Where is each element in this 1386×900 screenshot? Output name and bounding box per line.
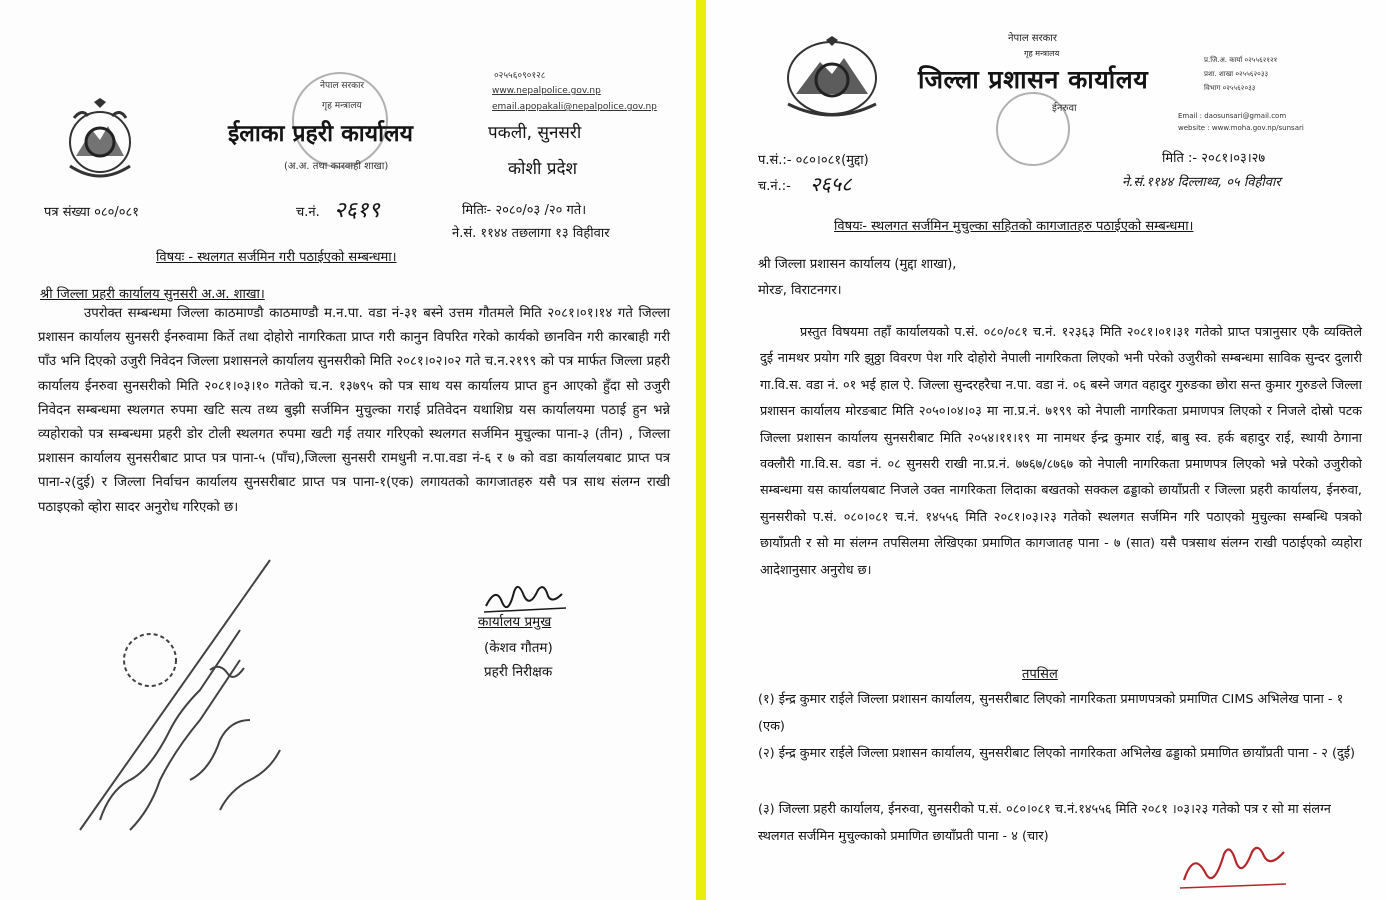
nepal-sambat: ने.सं.११४४ दिल्लाथ्व, ०५ विहीवार [1122,175,1281,190]
nepal-emblem-icon [776,34,888,124]
signature-mark [1176,836,1296,892]
phone-line-2: प्रशा. शाखा ०२५५६२०३३ [1204,70,1269,78]
letter-body: उपरोक्त सम्बन्धमा जिल्ला काठमाण्डौ काठमाण्डौ म.न.पा. वडा नं-३१ बस्ने उत्तम गौतमले मिति २०८१।०१।१४ गते जिल्ला प्रशासन कार्यालय सुनसरी ईनरुवामा किर्ते तथा दोहोरो नागरिकता प्राप्त गरी कानुन विपरित गरेको कार्यको छानविन गरी कारबाही गरी पाँउ भनि दिएको उजुरी निवेदन जिल्ला प्रशासनले कार्यालय सुनसरीको मिति २०८१।०२।०२ गते च.न.२१९९ को पत्र मार्फत जिल्ला प्रहरी कार्यालय ईनरुवा सुनसरीको मिति २०८१।०३।१० गतेको च.न. १३७९५ को पत्र साथ यस कार्यालय प्राप्त हुन आएको हुँदा सो उजुरी निवेदन सम्बन्धमा स्थलगत रुपमा खटि सत्य तथ्य बुझी सर्जमिन मुचुल्का गराई प्रतिवेदन यथाशिघ्र यस कार्यालयमा पठाई हुन भन्ने व्यहोराको पत्र सम्बन्धमा प्रहरी डोर टोली स्थलगत रुपमा खटी गई तयार गरिएको स्थलगत सर्जमिन मुचुल्का पाना-३ (तीन) , जिल्ला प्रशासन कार्यालय सुनसरीबाट प्राप्त पत्र पाना-५ (पाँच),जिल्ला सुनसरी रामधुनी न.पा.वडा नं-६ र ७ को वडा कार्यालयबाट प्राप्त पत्र पाना-२(दुई) र जिल्ला निर्वाचन कार्यालय सुनसरीबाट प्राप्त पत्र पाना-१(एक) लगायतको कागजातहरु यसै पत्र साथ संलग्न राखी पठाइएको व्होरा सादर अनुरोध गरिएको छ। [38,306,670,515]
tapasil-item-3: (३) जिल्ला प्रहरी कार्यालय, ईनरुवा, सुनसरीको प.सं. ०८०।०८१ च.नं.१४५५६ मिति २०८१ ।०३।२३ गतेको पत्र र सो मा संलग्न स्थलगत सर्जमिन मुचुल्काको प्रमाणित छायाँप्रती पाना - ४ (चार) [758,802,1331,844]
patra-sankhya: पत्र संख्या ०८०/०८१ [44,205,140,220]
letter-subject: विषयः- स्थलगत सर्जमिन मुचुल्का सहितको कागजातहरु पठाईएको सम्बन्धमा। [834,219,1194,234]
patra-sankhya: प.सं.:- ०८०।०८१(मुद्दा) [758,153,869,168]
letter-body: प्रस्तुत विषयमा तहाँ कार्यालयको प.सं. ०८०/०८१ च.नं. १२३६३ मिति २०८१।०१।३१ गतेको प्राप्त पत्रानुसार एकै व्यक्तिले दुई नामथर प्रयोग गरि झुठ्ठा विवरण पेश गरि दोहोरो नेपाली नागरिकता लिएको भनी परेको उजुरीको सम्बन्धमा साविक सुन्दर दुलारी गा.वि.स. वडा नं. ०१ भई हाल ऐ. जिल्ला सुन्दरहरैचा न.पा. वडा नं. ०६ बस्ने जगत वहादुर गुरुङका छोरा सन्त कुमार गुरुङले जिल्ला प्रशासन कार्यालय मोरङबाट मिति २०५०।०४।०३ मा ना.प्र.नं. ७१९९ को नेपाली नागरिकता प्रमाणपत्र लिएको र निजले दोस्रो पटक जिल्ला प्रशासन कार्यालय सुनसरीबाट मिति २०५४।११।१९ मा नामथर ईन्द्र कुमार राई, बाबु स्व. हर्क बहादुर राई, स्थायी ठेगाना वक्लौरी गा.वि.स. वडा नं. ०८ सुनसरी राखी ना.प्र.नं. ७७६७/८७६७ को नेपाली नागरिकता प्रमाणपत्र लिएको भन्ने परेको उजुरीको सम्बन्धमा यस कार्यालयबाट निजले उक्त नागरिकता लिदाका बखतको सक्कल ढड्डाको छायाँप्रती र जिल्ला प्रहरी कार्यालय, ईनरुवा, सुनसरीको प.सं. ०८०।०८१ च.नं. १४५५६ मिति २०८१।०३।२३ गतेको स्थलगत सर्जमिन गरि पठाएको मुचुल्का सम्बन्धि पत्रको छायाँप्रती र सो मा संलग्न तपसिलमा लेखिएका प्रमाणित कागजातह पाना - ७ (सात) यसै पत्रसाथ संलग्न राखी पठाईएको व्यहोरा आदेशानुसार अनुरोध छ। [760,325,1362,578]
right-letter [706,0,1386,900]
chalani-label: च.नं.:- [758,179,791,194]
page-divider [696,0,706,900]
office-place: पकली, सुनसरी [488,123,582,143]
email: Email : daosunsari@gmail.com [1178,112,1287,120]
ministry-label: गृह मन्त्रालय [322,101,362,111]
signer-name: (केशव गौतम) [484,640,553,656]
phone-line-3: विभाग ०२५५६२०३३ [1204,84,1256,92]
stamp-label: ईनरुवा [1052,103,1077,114]
office-title: जिल्ला प्रशासन कार्यालय [918,65,1149,94]
website: website : www.moha.gov.np/sunsari [1178,124,1304,132]
chalani-label: च.नं. [296,205,320,220]
letter-date: मितिः- २०८०/०३ /२० गते। [462,203,587,218]
chalani-number: २६५८ [810,172,852,196]
office-title: ईलाका प्रहरी कार्यालय [228,121,413,147]
phone-line-1: प्र.जि.अ. कार्या ०२५५६२१२१ [1204,56,1278,64]
tapasil-heading: तपसिल [1022,667,1058,682]
handwritten-receipt-note [70,550,310,840]
recipient-line-1: श्री जिल्ला प्रशासन कार्यालय (मुद्दा शाखा), [758,257,957,272]
letter-date: मिति :- २०८१।०३।२७ [1162,151,1266,166]
phone-number: ०२५५६०९०१२८ [494,71,546,81]
signer-role: कार्यालय प्रमुख [478,614,552,630]
email: email.apopakali@nepalpolice.gov.np [492,102,657,112]
chalani-number: २६१९ [334,198,380,223]
tapasil-item-2: (२) ईन्द्र कुमार राईले जिल्ला प्रशासन कार्यालय, सुनसरीबाट लिएको नागरिकता अभिलेख ढड्डाको प्रमाणित छायाँप्रती पाना - २ (दुई) [758,746,1356,761]
website: www.nepalpolice.gov.np [492,86,601,96]
nepal-sambat: ने.सं. ११४४ तछलागा १३ विहीवार [452,226,610,241]
office-section: (अ.अ. तथा कारवाही शाखा) [284,161,389,172]
recipient: श्री जिल्ला प्रहरी कार्यालय सुनसरी अ.अ. शाखा। [40,287,265,302]
office-province: कोशी प्रदेश [508,159,578,179]
tapasil-item-1: (१) ईन्द्र कुमार राईले जिल्ला प्रशासन कार्यालय, सुनसरीबाट लिएको नागरिकता प्रमाणपत्रको प्रमाणित CIMS अभिलेख पाना - १ (एक) [758,692,1344,734]
recipient-line-2: मोरङ, विराटनगर। [758,283,842,298]
letter-subject: विषयः - स्थलगत सर्जमिन गरी पठाईएको सम्बन्धमा। [156,250,397,265]
nepal-emblem-icon [60,96,140,188]
gov-label: नेपाल सरकार [1008,33,1057,44]
ministry-label: गृह मन्त्रालय [1024,49,1060,58]
signer-rank: प्रहरी निरीक्षक [484,664,553,680]
gov-label: नेपाल सरकार [320,81,365,91]
